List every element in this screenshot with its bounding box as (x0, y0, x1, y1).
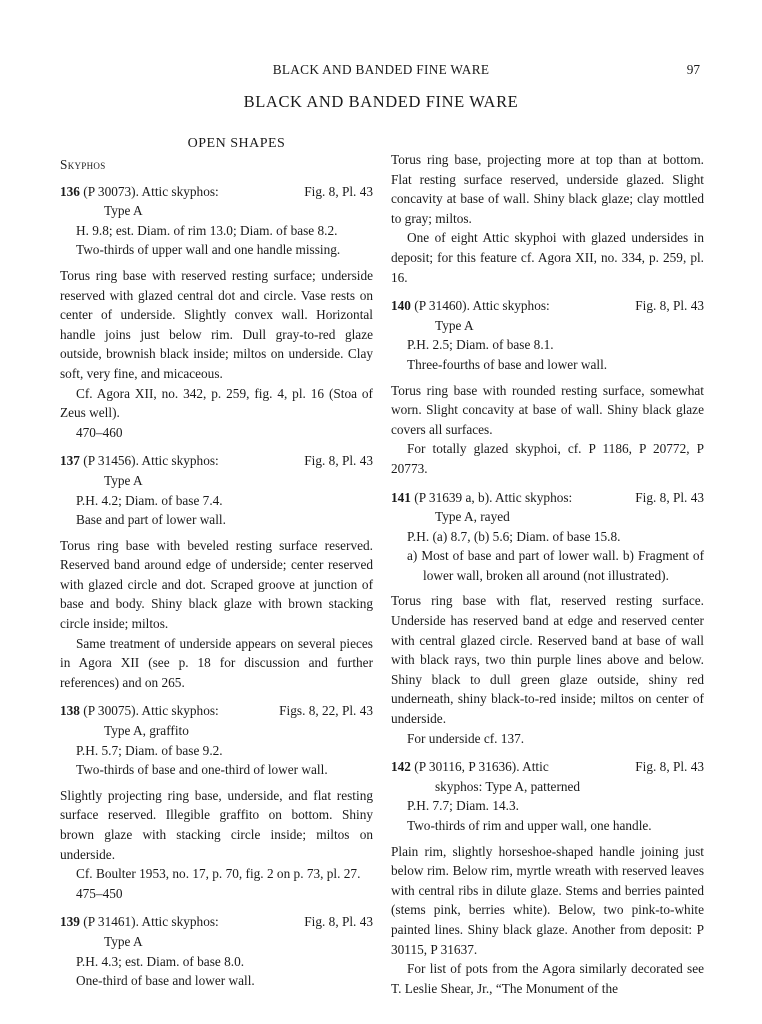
entry-dimensions: P.H. 7.7; Diam. 14.3. (407, 798, 519, 814)
entry-heading (391, 757, 704, 796)
entry-description: Torus ring base with reserved resting surface; underside reserved with glazed central dot and circle. Vase rests on center of underside. Slightly convex wall. Horizontal handle joins just below rim. Dull gray-to-red glaze outside, brownish black inside; miltos on underside. Clay soft, very fine, and micaceous. (60, 267, 373, 381)
catalog-number: 140 (391, 298, 411, 314)
catalog-entry-137 (60, 451, 373, 692)
catalog-entry-140 (391, 296, 704, 478)
entry-description: Torus ring base with beveled resting surface reserved. Reserved band around edge of underside; center reserved with glazed circle and dot. Scraped groove at junction of base and body. Shiny black glaze with brown stacking circle inside; miltos. (60, 537, 373, 632)
entry-description: Slightly projecting ring base, underside, and flat resting surface reserved. Illegible graffito on bottom. Shiny brown glaze with stacking circle inside; miltos on underside. (60, 787, 373, 862)
running-title: BLACK AND BANDED FINE WARE (272, 62, 490, 77)
entry-date: 470–460 (76, 424, 123, 440)
entry-preservation: Base and part of lower wall. (76, 512, 226, 528)
entry-dimensions: P.H. 4.3; est. Diam. of base 8.0. (76, 953, 245, 969)
entry-comparanda: Cf. Agora XII, no. 342, p. 259, fig. 4, pl. 16 (Stoa of Zeus well). (60, 385, 373, 421)
entry-heading-line1: 139 (P 31461). Attic skyphos: (60, 914, 219, 930)
entry-description: Torus ring base, projecting more at top than at bottom. Flat resting surface reserved, underside glazed. Slight concavity at base of wall. Shiny black glaze; clay mottled to gray; miltos. (391, 152, 704, 226)
entry-heading (391, 488, 704, 527)
catalog-entry-142 (391, 757, 704, 998)
entry-comparanda: Cf. Boulter 1953, no. 17, p. 70, fig. 2 on p. 73, pl. 27. (76, 866, 361, 882)
figure-reference: Fig. 8, Pl. 43 (635, 759, 704, 775)
entry-description: Torus ring base with rounded resting surface, somewhat worn. Slight concavity at base of wall. Shiny black glaze covers all surfaces. (391, 382, 704, 437)
entry-dimensions: H. 9.8; est. Diam. of rim 13.0; Diam. of base 8.2. (76, 222, 338, 238)
entry-heading (60, 451, 373, 490)
catalog-number: 137 (60, 453, 80, 469)
entry-heading-line1: 136 (P 30073). Attic skyphos: (60, 183, 219, 199)
section-heading: OPEN SHAPES (187, 136, 286, 151)
entry-description: Plain rim, slightly horseshoe-shaped handle joining just below rim. Below rim, myrtle wreath with reserved leaves with central ribs in dilute glaze. Stems and berries painted (stems pink, berries white). Below, two pink-to-white painted lines. Shiny black glaze. Another from deposit: P 30115, P 31637. (391, 843, 704, 957)
catalog-entry-138 (60, 701, 373, 903)
entry-heading-line1: 142 (P 30116, P 31636). Attic (391, 759, 549, 775)
catalog-entry-139 (60, 912, 373, 990)
entry-heading (60, 182, 373, 221)
entry-preservation: Two-thirds of upper wall and one handle missing. (76, 242, 341, 258)
entry-comparanda: For underside cf. 137. (407, 730, 525, 746)
figure-reference: Fig. 8, Pl. 43 (304, 183, 373, 199)
entry-preservation: Two-thirds of rim and upper wall, one handle. (407, 818, 652, 833)
entry-heading-line1: 140 (P 31460). Attic skyphos: (391, 298, 550, 314)
left-column (60, 134, 373, 1000)
catalog-number: 141 (391, 489, 411, 505)
page-number: 97 (686, 62, 700, 77)
entry-preservation: Three-fourths of base and lower wall. (407, 356, 608, 372)
entry-heading-line2: Type A (104, 472, 143, 488)
entry-heading-line2: skyphos: Type A, patterned (435, 778, 581, 794)
catalog-number: 142 (391, 759, 411, 775)
entry-preservation: One-third of base and lower wall. (76, 973, 255, 989)
figure-reference: Fig. 8, Pl. 43 (304, 453, 373, 469)
entry-comparanda: Same treatment of underside appears on several pieces in Agora XII (see p. 18 for discussion and further references) and on 265. (60, 635, 373, 690)
entry-heading-line2: Type A, rayed (435, 509, 510, 525)
entry-comparanda: For totally glazed skyphoi, cf. P 1186, P 20772, P 20773. (391, 441, 704, 476)
entry-preservation: a) Most of base and part of lower wall. b) Fragment of lower wall, broken all around (not illustrated). (407, 548, 704, 583)
entry-heading-line2: Type A (104, 203, 143, 219)
entry-comparanda: For list of pots from the Agora similarly decorated see T. Leslie Shear, Jr., “The Monument of the (391, 961, 704, 996)
running-head (0, 60, 762, 80)
entry-description: Torus ring base with flat, reserved resting surface. Underside has reserved band at edge and reserved center with central glazed circle. Reserved band at base of wall with black rays, two thin purple lines above and below. Shiny black to dull green glaze outside, shiny red underneath, shiny black-to-red inside; miltos on center of underside. (391, 593, 704, 727)
figure-reference: Fig. 8, Pl. 43 (635, 298, 704, 314)
catalog-number: 139 (60, 914, 80, 930)
figure-reference: Figs. 8, 22, Pl. 43 (279, 703, 373, 719)
catalog-number: 136 (60, 183, 80, 199)
catalog-entry-139-continued (391, 150, 704, 287)
entry-heading-line2: Type A (104, 933, 143, 949)
entry-dimensions: P.H. (a) 8.7, (b) 5.6; Diam. of base 15.8. (407, 528, 621, 544)
entry-dimensions: P.H. 5.7; Diam. of base 9.2. (76, 742, 223, 758)
entry-heading-line1: 137 (P 31456). Attic skyphos: (60, 453, 219, 469)
entry-preservation: Two-thirds of base and one-third of lower wall. (76, 762, 328, 778)
entry-heading-line2: Type A (435, 317, 474, 333)
entry-date: 475–450 (76, 885, 123, 901)
right-column (391, 150, 704, 1007)
entry-dimensions: P.H. 4.2; Diam. of base 7.4. (76, 492, 223, 508)
entry-heading (391, 296, 704, 335)
chapter-title: BLACK AND BANDED FINE WARE (243, 92, 519, 111)
catalog-entry-136 (60, 182, 373, 443)
figure-reference: Fig. 8, Pl. 43 (304, 914, 373, 930)
entry-heading-line1: 138 (P 30075). Attic skyphos: (60, 703, 219, 719)
subsection-heading: Skyphos (60, 157, 106, 172)
catalog-entry-141 (391, 488, 704, 749)
entry-heading-line1: 141 (P 31639 a, b). Attic skyphos: (391, 489, 573, 505)
entry-heading (60, 701, 373, 740)
entry-heading (60, 912, 373, 951)
entry-dimensions: P.H. 2.5; Diam. of base 8.1. (407, 337, 554, 353)
entry-comparanda: One of eight Attic skyphoi with glazed undersides in deposit; for this feature cf. Agora XII, no. 334, p. 259, pl. 16. (391, 230, 704, 285)
catalog-number: 138 (60, 703, 80, 719)
entry-heading-line2: Type A, graffito (104, 723, 189, 739)
figure-reference: Fig. 8, Pl. 43 (635, 489, 704, 505)
